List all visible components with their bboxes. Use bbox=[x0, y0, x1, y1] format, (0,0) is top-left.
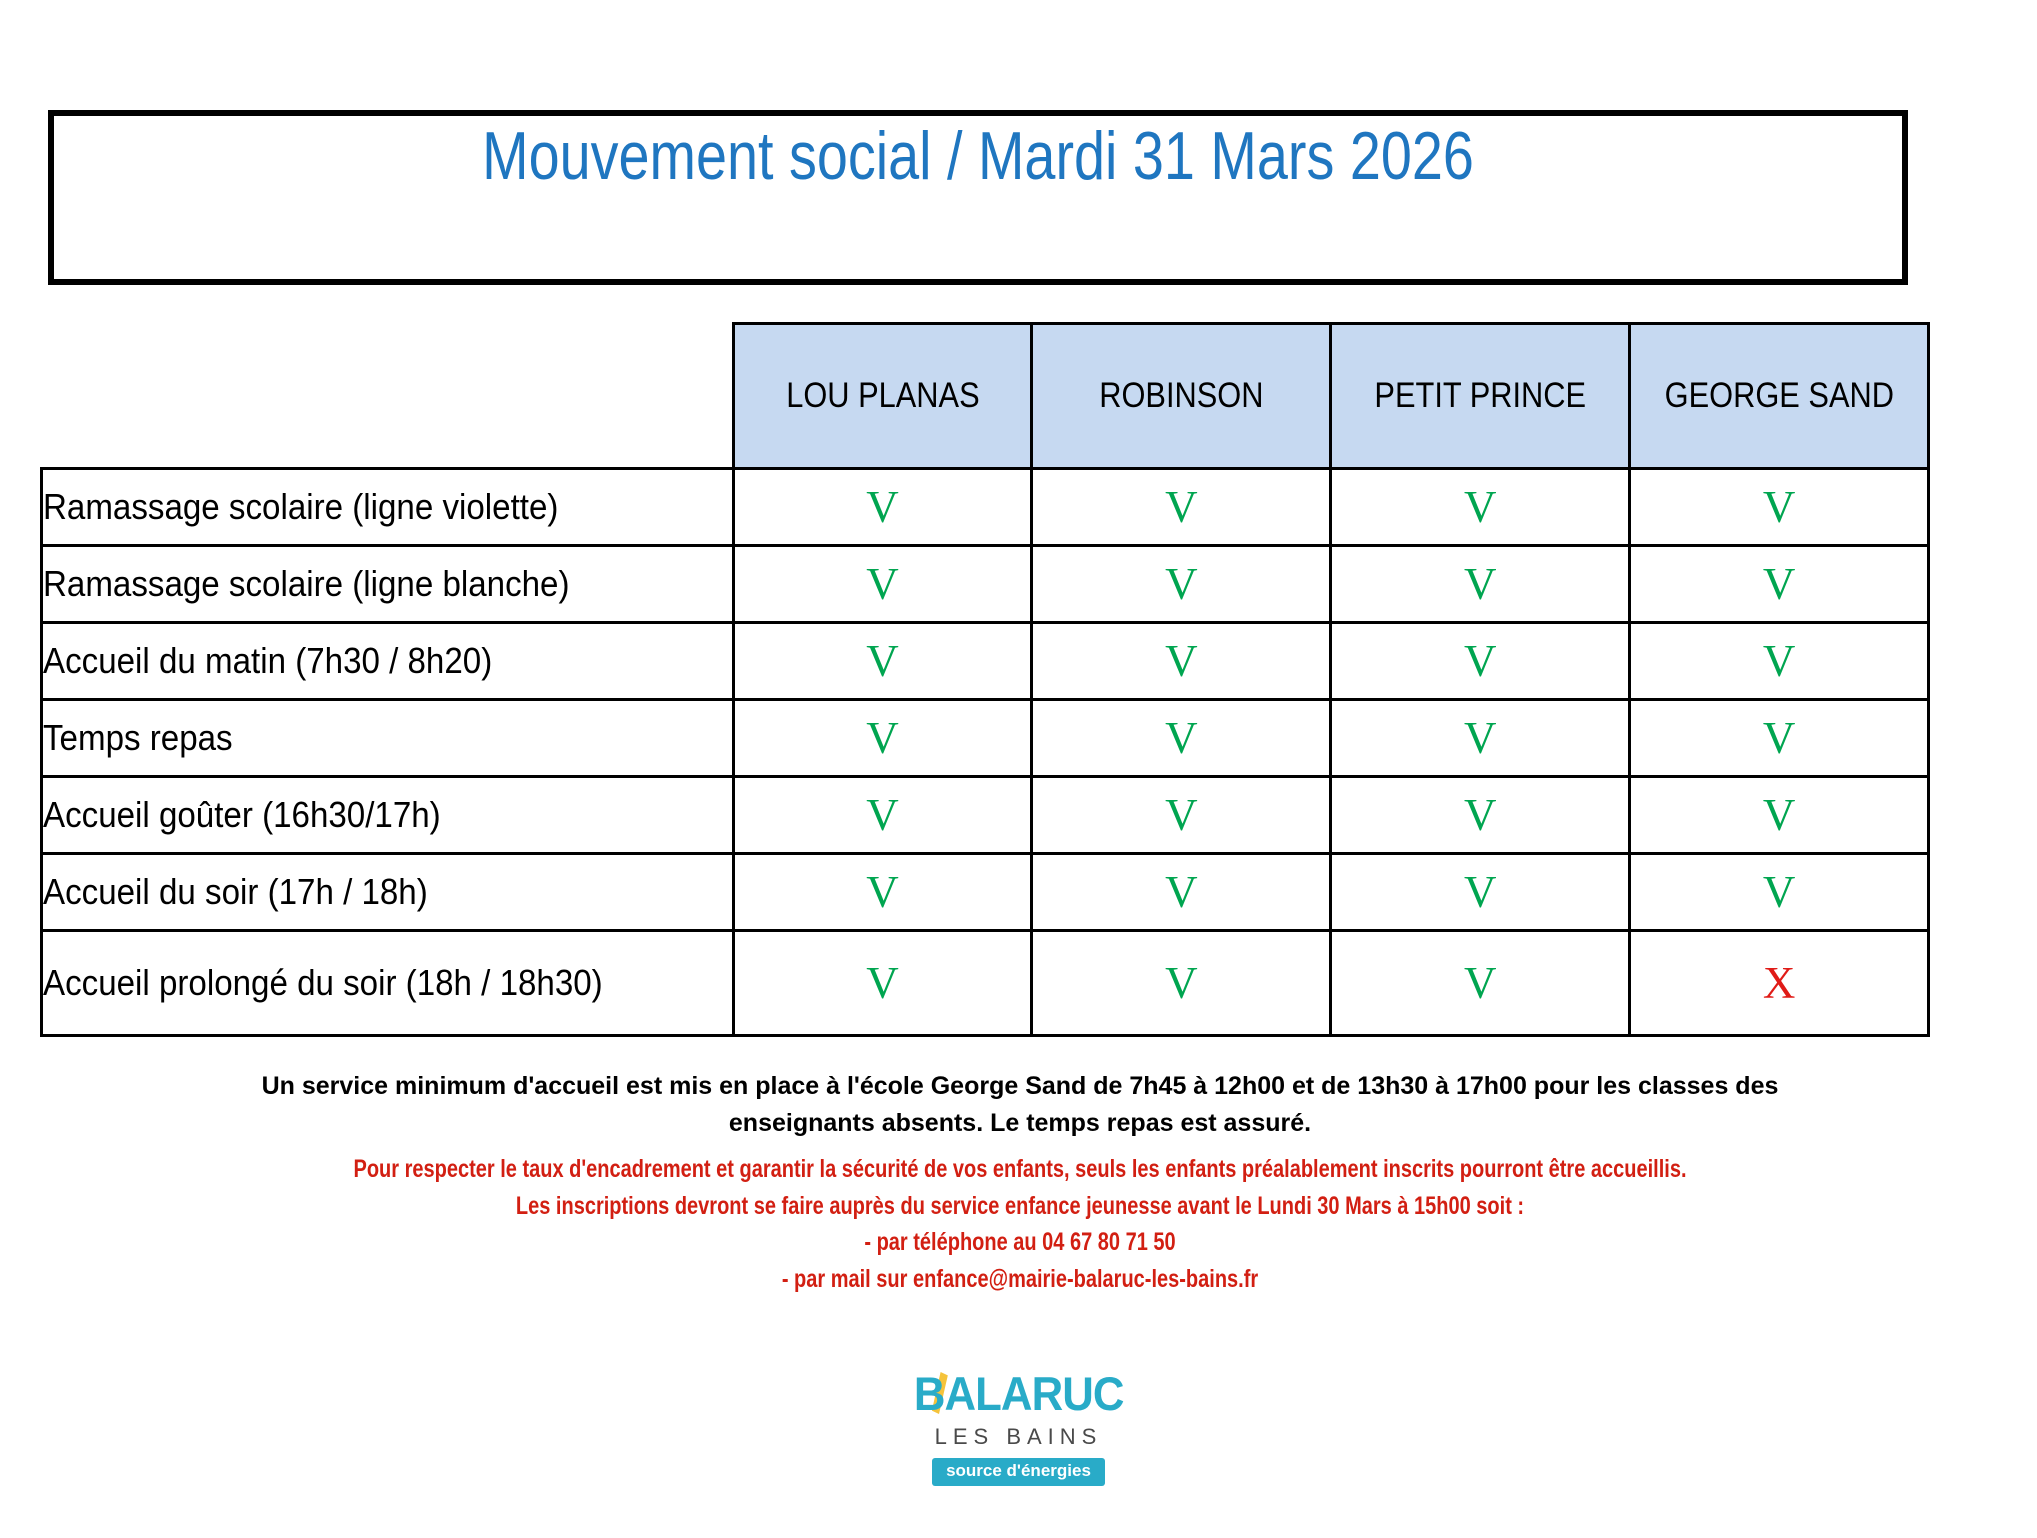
row-label-accueil-matin bbox=[42, 623, 734, 700]
note-phone: - par téléphone au 04 67 80 71 50 bbox=[864, 1228, 1176, 1256]
cell-mark: V bbox=[1630, 623, 1929, 700]
row-label-accueil-gouter bbox=[42, 777, 734, 854]
cell-mark: V bbox=[1331, 777, 1630, 854]
title-banner bbox=[48, 110, 1908, 285]
table-row bbox=[42, 623, 1929, 700]
column-header-label: PETIT PRINCE bbox=[1374, 376, 1587, 415]
table-row bbox=[42, 469, 1929, 546]
cell-mark: V bbox=[1032, 931, 1331, 1036]
column-header-lou-planas bbox=[733, 324, 1032, 469]
table-header-row bbox=[42, 324, 1929, 469]
schedule-table bbox=[40, 322, 1930, 1037]
table-corner-cell bbox=[42, 324, 734, 469]
logo-badge: source d'énergies bbox=[932, 1458, 1105, 1486]
row-label-accueil-soir bbox=[42, 854, 734, 931]
cell-mark: V bbox=[1630, 777, 1929, 854]
cell-mark: V bbox=[733, 700, 1032, 777]
cell-mark: V bbox=[733, 469, 1032, 546]
column-header-george-sand bbox=[1630, 324, 1929, 469]
cell-mark: V bbox=[1032, 777, 1331, 854]
cell-mark: V bbox=[1032, 623, 1331, 700]
row-label-temps-repas bbox=[42, 700, 734, 777]
note-spacer bbox=[60, 1141, 1980, 1151]
table-row bbox=[42, 777, 1929, 854]
logo-inner bbox=[904, 1367, 1134, 1486]
column-header-label: LOU PLANAS bbox=[785, 376, 980, 415]
row-label-ramassage-blanche bbox=[42, 546, 734, 623]
cell-mark: V bbox=[1331, 700, 1630, 777]
cell-mark: V bbox=[1630, 469, 1929, 546]
row-label-text: Accueil goûter (16h30/17h) bbox=[43, 794, 441, 835]
note-service-minimum: Un service minimum d'accueil est mis en place à l'école George Sand de 7h45 à 12h00 et de 13h30 à 17h00 pour les classes des enseignants absents. Le temps repas est assuré. bbox=[261, 1072, 1779, 1137]
table-row bbox=[42, 700, 1929, 777]
column-header-petit-prince bbox=[1331, 324, 1630, 469]
logo-wordmark bbox=[913, 1367, 1124, 1420]
logo-wordmark-text: BALARUC bbox=[913, 1367, 1124, 1420]
cell-mark: V bbox=[733, 777, 1032, 854]
row-label-text: Ramassage scolaire (ligne blanche) bbox=[43, 563, 570, 604]
cell-mark: V bbox=[1331, 469, 1630, 546]
footer-notes bbox=[60, 1068, 1980, 1297]
row-label-text: Accueil prolongé du soir (18h / 18h30) bbox=[43, 962, 603, 1003]
cell-mark: V bbox=[1032, 546, 1331, 623]
cell-mark: V bbox=[733, 623, 1032, 700]
cell-mark-unavailable: X bbox=[1630, 931, 1929, 1036]
page-title: Mouvement social / Mardi 31 Mars 2026 bbox=[482, 118, 1474, 194]
cell-mark: V bbox=[1331, 931, 1630, 1036]
note-encadrement: Pour respecter le taux d'encadrement et garantir la sécurité de vos enfants, seuls les enfants préalablement inscrits pourront être accueillis. bbox=[353, 1155, 1687, 1183]
cell-mark: V bbox=[1032, 469, 1331, 546]
row-label-ramassage-violette bbox=[42, 469, 734, 546]
cell-mark: V bbox=[1331, 854, 1630, 931]
table-row bbox=[42, 931, 1929, 1036]
table-row bbox=[42, 546, 1929, 623]
row-label-text: Accueil du matin (7h30 / 8h20) bbox=[43, 640, 493, 681]
column-header-robinson bbox=[1032, 324, 1331, 469]
note-inscriptions: Les inscriptions devront se faire auprès du service enfance jeunesse avant le Lundi 30 Mars à 15h00 soit : bbox=[515, 1191, 1525, 1220]
cell-mark: V bbox=[1331, 623, 1630, 700]
cell-mark: V bbox=[733, 854, 1032, 931]
table-body bbox=[42, 469, 1929, 1036]
logo-subtitle: LES BAINS bbox=[934, 1424, 1103, 1449]
balaruc-logo bbox=[0, 1367, 2037, 1486]
cell-mark: V bbox=[1032, 854, 1331, 931]
cell-mark: V bbox=[1630, 854, 1929, 931]
logo-badge-wrap bbox=[904, 1448, 1134, 1486]
row-label-accueil-prolonge bbox=[42, 931, 734, 1036]
table-row bbox=[42, 854, 1929, 931]
cell-mark: V bbox=[733, 546, 1032, 623]
column-header-label: ROBINSON bbox=[1099, 376, 1264, 415]
row-label-text: Accueil du soir (17h / 18h) bbox=[43, 871, 428, 912]
note-email: - par mail sur enfance@mairie-balaruc-les-bains.fr bbox=[781, 1264, 1259, 1293]
logo-wordmark-wrap bbox=[906, 1367, 1131, 1420]
column-header-label: GEORGE SAND bbox=[1664, 376, 1894, 415]
cell-mark: V bbox=[1630, 700, 1929, 777]
row-label-text: Ramassage scolaire (ligne violette) bbox=[43, 486, 559, 527]
cell-mark: V bbox=[1032, 700, 1331, 777]
row-label-text: Temps repas bbox=[43, 717, 233, 758]
cell-mark: V bbox=[1630, 546, 1929, 623]
cell-mark: V bbox=[1331, 546, 1630, 623]
cell-mark: V bbox=[733, 931, 1032, 1036]
